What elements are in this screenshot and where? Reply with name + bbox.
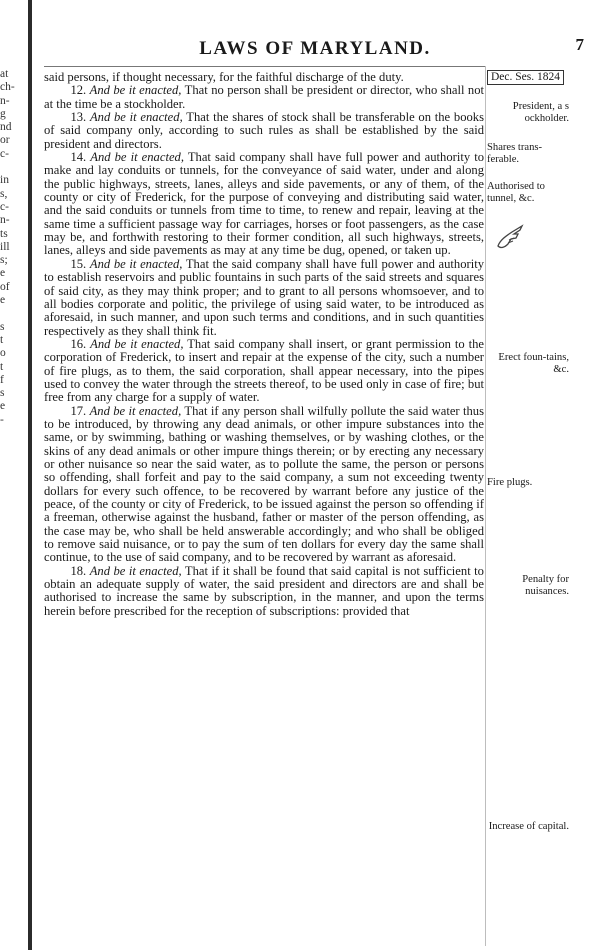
- gutter-fragment: e: [0, 294, 6, 307]
- gutter-fragment: e: [0, 400, 6, 413]
- gutter-fragment: s: [0, 320, 5, 333]
- gutter-fragment: -: [0, 413, 4, 426]
- gutter-fragment: n-: [0, 214, 10, 227]
- gutter-fragment: n-: [0, 94, 10, 107]
- enacting-clause: And be it enacted,: [89, 256, 183, 271]
- gutter-fragment: e: [0, 267, 6, 280]
- gutter-fragment: t: [0, 333, 4, 346]
- manicule-icon: [494, 222, 526, 254]
- running-title: LAWS OF MARYLAND.: [199, 38, 431, 59]
- gutter-fragment: c-: [0, 147, 9, 160]
- section-text: That if it shall be found that said capital is not sufficient to obtain an adequate supply of water, the said president and directors are and shall be authorised to increase the same by subscription, in the manner, and upon the terms herein before prescribed for the reception of subscriptions: provided that: [44, 563, 484, 618]
- section-number: 16.: [70, 336, 87, 351]
- section-number: 15.: [70, 256, 87, 271]
- sidenote-fire-plugs: Fire plugs.: [487, 477, 533, 488]
- section-text: That said company shall have full power and authority to make and lay conduits or tunnels, for the conveyance of said water, under and along the public highways, streets, lanes, alleys and side pavements, or any of them, of the county or city of Frederick, for the purpose of conveying and distributing said water, and the said conduits or tunnels from time to time, to renew and repair, leaving at the same time a sufficient passage way for carriages, horses or foot passengers, as the case may be, and forthwith restoring to their former condition, all such highways, streets, lanes, alleys and side pavements as may at any time be dug, opened, or taken up.: [44, 150, 484, 258]
- sidenote-shares: Shares trans-ferable.: [487, 142, 543, 165]
- gutter-fragment: s: [0, 387, 5, 400]
- enacting-clause: And be it enacted,: [89, 83, 182, 98]
- sidenote-capital: Increase of capital.: [488, 821, 569, 832]
- gutter-fragment: ts: [0, 227, 8, 240]
- gutter-fragment: s;: [0, 254, 8, 267]
- gutter-fragment: at: [0, 68, 9, 80]
- section-number: 14.: [70, 150, 87, 165]
- sidenote-fountains: Erect foun-tains, &c.: [498, 352, 569, 375]
- paragraph-continuation: said persons, if thought necessary, for the faithful discharge of the duty.: [44, 70, 404, 84]
- session-date: Dec. Ses. 1824: [487, 70, 564, 85]
- section-number: 17.: [70, 403, 87, 418]
- gutter-fragment: of: [0, 280, 10, 293]
- section-text: That the shares of stock shall be transferable on the books of said company only, according to such rules as shall be established by the said president and directors.: [44, 110, 484, 151]
- gutter-fragment: or: [0, 134, 10, 147]
- page-header: [40, 35, 590, 60]
- gutter-fragment: f: [0, 373, 4, 386]
- section-number: 13.: [70, 110, 87, 125]
- section-text: That if any person shall wilfully pollute the said water thus to be introduced, by throwing any dead animals, or other impure substances into the same, or by swimming, bathing or washing themselves, or by washing clothes, or the skins of any dead animals or other impure things therein; or by erecting any necessary or other nuisance so near the said water, as to pollute the same, the person or persons so offending, shall forfeit and pay to the said company, a sum not exceeding twenty dollars for every such offence, to be recovered by warrant before any justice of the peace, of the county or city of Frederick, to be issued against the person so offending if a freeman, otherwise against the husband, father or master of the person offending, as the case may be, who shall be held answerable accordingly; and who shall be obliged to remove said nuisance, or to pay the sum of ten dollars for every day the same shall continue, to the use of said company, and to be recovered by warrant as aforesaid.: [44, 403, 484, 565]
- section-18: [44, 565, 484, 618]
- gutter-fragment: c-: [0, 200, 9, 213]
- enacting-clause: And be it enacted,: [89, 403, 182, 418]
- section-13: [44, 111, 484, 151]
- enacting-clause: And be it enacted,: [90, 336, 184, 351]
- margin-divider: [485, 66, 486, 946]
- section-15: [44, 258, 484, 338]
- section-number: 12.: [70, 83, 87, 98]
- section-number: 18.: [70, 563, 87, 578]
- enacting-clause: And be it enacted,: [89, 563, 182, 578]
- section-17: [44, 405, 484, 565]
- header-rule: [44, 66, 486, 67]
- sidenote-nuisances: Penalty for nuisances.: [522, 574, 569, 597]
- section-text: That the said company shall have full power and authority to establish reservoirs and public fountains in such parts of the said streets and squares of said city, as they may think proper; and to grant to all persons whomsoever, and to all bodies corporate and politic, the privilege of using said water, to be introduced as aforesaid, in such manner, and upon such terms and conditions, and in such quantities respectively as they shall think fit.: [44, 256, 485, 338]
- gutter-fragment: in: [0, 174, 9, 187]
- main-text: [44, 71, 484, 618]
- sidenote-tunnel: Authorised to tunnel, &c.: [487, 181, 545, 204]
- section-16: [44, 338, 484, 405]
- page-number: 7: [575, 35, 584, 54]
- section-text: That no person shall be president or director, who shall not at the time be a stockholder.: [44, 83, 484, 111]
- gutter-fragment: t: [0, 360, 4, 373]
- gutter-fragment: nd: [0, 121, 12, 134]
- gutter-fragment: s,: [0, 187, 8, 200]
- sidenote-president: President, a s ockholder.: [512, 101, 569, 124]
- facing-page-gutter: [0, 68, 26, 427]
- enacting-clause: And be it enacted,: [89, 110, 183, 125]
- enacting-clause: And be it enacted,: [90, 150, 184, 165]
- section-12: [44, 84, 484, 111]
- gutter-fragment: o: [0, 347, 6, 360]
- gutter-fragment: g: [0, 107, 6, 120]
- gutter-fragment: ch-: [0, 81, 15, 94]
- section-text: That said company shall insert, or grant permission to the corporation of Frederick, to insert and repair at the expense of the city, such a number of fire plugs, as to them, the said corporation, shall appear necessary, into the pipes used to convey the water through the streets thereof, to be used only in case of fire; but free from any charge for a supply of water.: [44, 336, 484, 405]
- gutter-fragment: ill: [0, 240, 10, 253]
- section-14: [44, 151, 484, 258]
- page-binding-edge: [28, 0, 32, 950]
- gutter-fragment: [0, 307, 26, 320]
- gutter-fragment: [0, 161, 26, 174]
